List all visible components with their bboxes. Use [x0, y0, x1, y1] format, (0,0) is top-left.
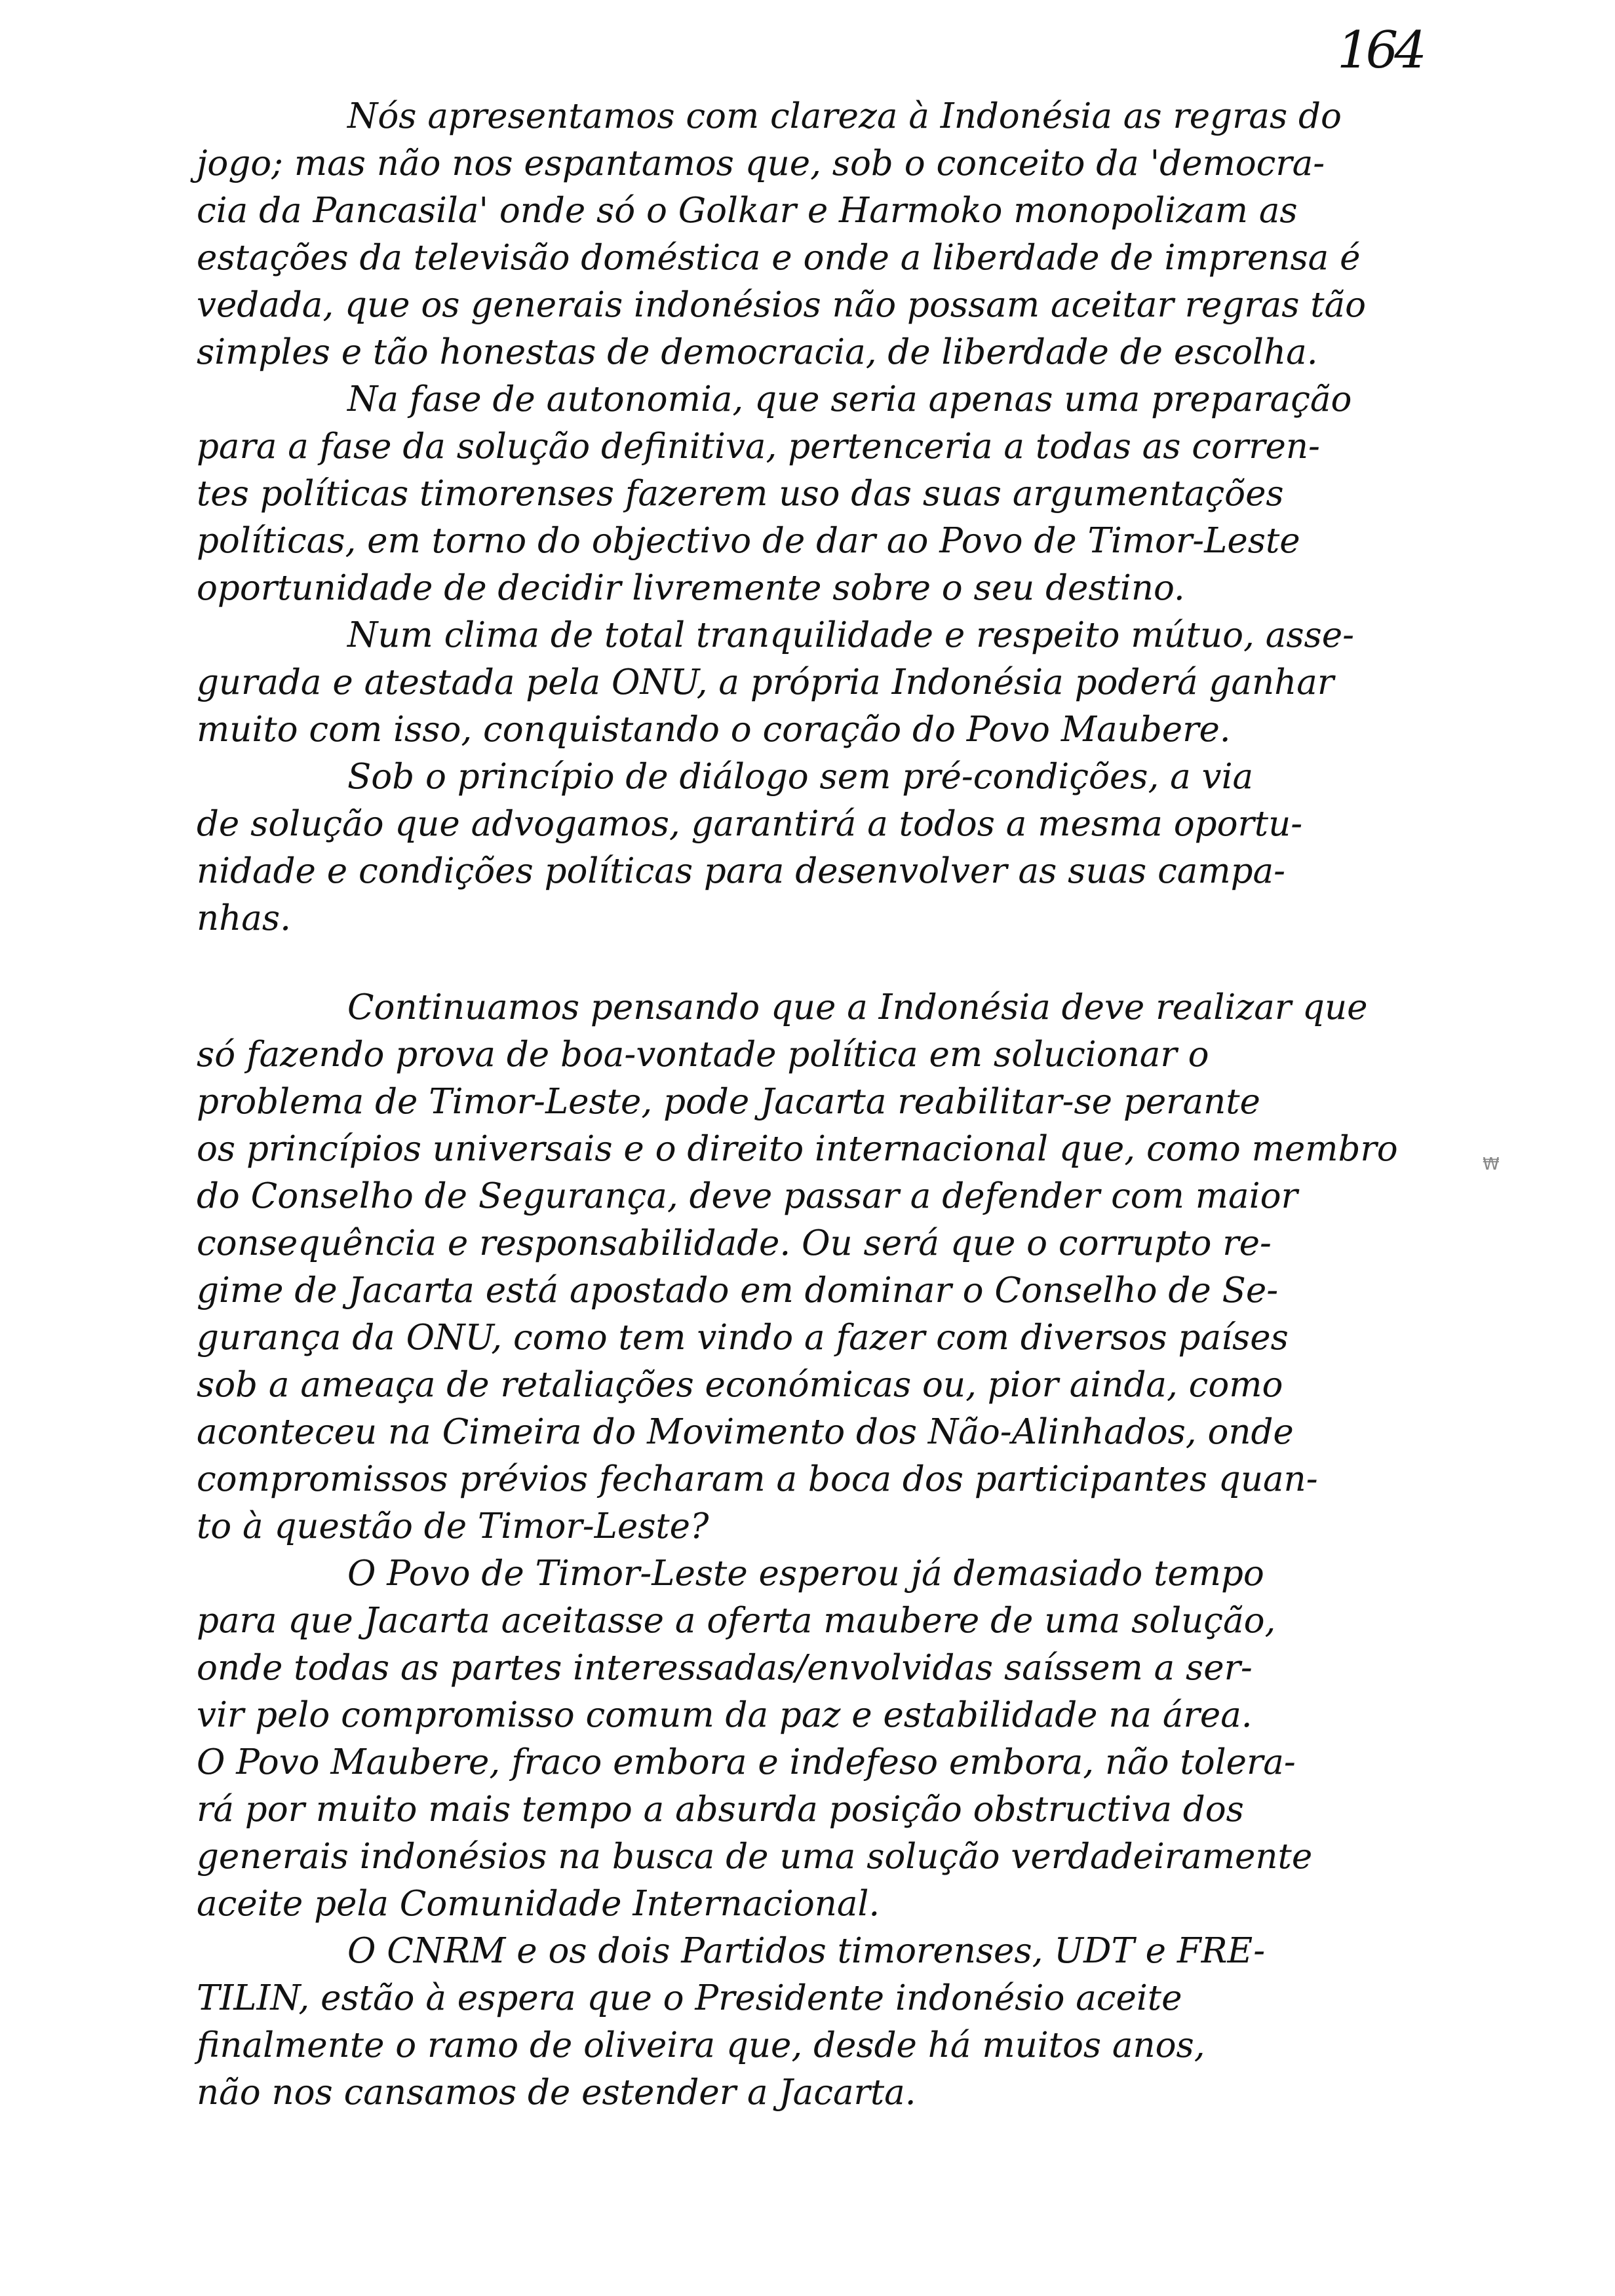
text-line: rá por muito mais tempo a absurda posição obstructiva dos [197, 1789, 1244, 1829]
text-line: compromissos prévios fecharam a boca dos participantes quan- [197, 1459, 1318, 1499]
page-number: 164 [1337, 21, 1423, 80]
text-line: Na fase de autonomia, que seria apenas uma preparação [347, 379, 1352, 419]
text-line: Sob o princípio de diálogo sem pré-condições, a via [347, 757, 1254, 797]
text-line: vedada, que os generais indonésios não possam aceitar regras tão [197, 285, 1367, 325]
text-line: os princípios universais e o direito internacional que, como membro [197, 1129, 1398, 1169]
text-line: finalmente o ramo de oliveira que, desde há muitos anos, [197, 2025, 1205, 2065]
text-line: TILIN, estão à espera que o Presidente indonésio aceite [197, 1978, 1182, 2018]
text-line: simples e tão honestas de democracia, de liberdade de escolha. [197, 332, 1318, 372]
paragraph-gap [197, 942, 1455, 984]
text-line: Nós apresentamos com clareza à Indonésia as regras do [347, 96, 1342, 136]
text-line: gurada e atestada pela ONU, a própria Indonésia poderá ganhar [197, 662, 1334, 702]
paragraph [197, 612, 1455, 754]
text-line: to à questão de Timor-Leste? [197, 1506, 709, 1546]
text-line: nhas. [197, 898, 291, 938]
text-line: problema de Timor-Leste, pode Jacarta reabilitar-se perante [197, 1082, 1260, 1122]
text-line: aceite pela Comunidade Internacional. [197, 1884, 880, 1924]
text-line: Num clima de total tranquilidade e respeito mútuo, asse- [347, 615, 1354, 655]
letter-body [197, 93, 1455, 2116]
text-line: oportunidade de decidir livremente sobre o seu destino. [197, 568, 1185, 608]
text-line: onde todas as partes interessadas/envolvidas saíssem a ser- [197, 1648, 1253, 1688]
text-line: O Povo de Timor-Leste esperou já demasiado tempo [347, 1554, 1264, 1594]
text-line: só fazendo prova de boa-vontade política em solucionar o [197, 1035, 1209, 1075]
text-line: jogo; mas não nos espantamos que, sob o conceito da 'democra- [197, 144, 1325, 183]
text-line: nidade e condições políticas para desenvolver as suas campa- [197, 851, 1286, 891]
text-line: políticas, em torno do objectivo de dar ao Povo de Timor-Leste [197, 521, 1300, 561]
text-line: generais indonésios na busca de uma solução verdadeiramente [197, 1837, 1313, 1877]
paragraph [197, 93, 1455, 376]
text-line: de solução que advogamos, garantirá a todos a mesma oportu- [197, 804, 1303, 844]
paragraph [197, 376, 1455, 612]
text-line: para que Jacarta aceitasse a oferta maubere de uma solução, [197, 1601, 1276, 1641]
text-line: gime de Jacarta está apostado em dominar o Conselho de Se- [197, 1271, 1279, 1311]
text-line: O Povo Maubere, fraco embora e indefeso embora, não tolera- [197, 1742, 1296, 1782]
text-line: sob a ameaça de retaliações económicas ou, pior ainda, como [197, 1365, 1283, 1405]
paragraph [197, 1928, 1455, 2116]
paragraph [197, 754, 1455, 942]
text-line: aconteceu na Cimeira do Movimento dos Não-Alinhados, onde [197, 1412, 1294, 1452]
paragraph [197, 1550, 1455, 1928]
text-line: gurança da ONU, como tem vindo a fazer com diversos países [197, 1318, 1289, 1358]
text-line: consequência e responsabilidade. Ou será que o corrupto re- [197, 1223, 1272, 1263]
text-line: estações da televisão doméstica e onde a liberdade de imprensa é [197, 238, 1361, 278]
text-line: cia da Pancasila' onde só o Golkar e Harmoko monopolizam as [197, 191, 1298, 231]
margin-mark: ₩ [1483, 1155, 1500, 1174]
text-line: tes políticas timorenses fazerem uso das suas argumentações [197, 474, 1284, 514]
text-line: muito com isso, conquistando o coração do Povo Maubere. [197, 710, 1231, 750]
text-line: para a fase da solução definitiva, pertenceria a todas as corren- [197, 427, 1320, 467]
text-line: vir pelo compromisso comum da paz e estabilidade na área. [197, 1695, 1253, 1735]
text-line: O CNRM e os dois Partidos timorenses, UDT e FRE- [347, 1931, 1266, 1971]
paragraph [197, 984, 1455, 1550]
text-line: do Conselho de Segurança, deve passar a defender com maior [197, 1176, 1298, 1216]
text-line: não nos cansamos de estender a Jacarta. [197, 2073, 916, 2113]
text-line: Continuamos pensando que a Indonésia deve realizar que [347, 987, 1368, 1027]
